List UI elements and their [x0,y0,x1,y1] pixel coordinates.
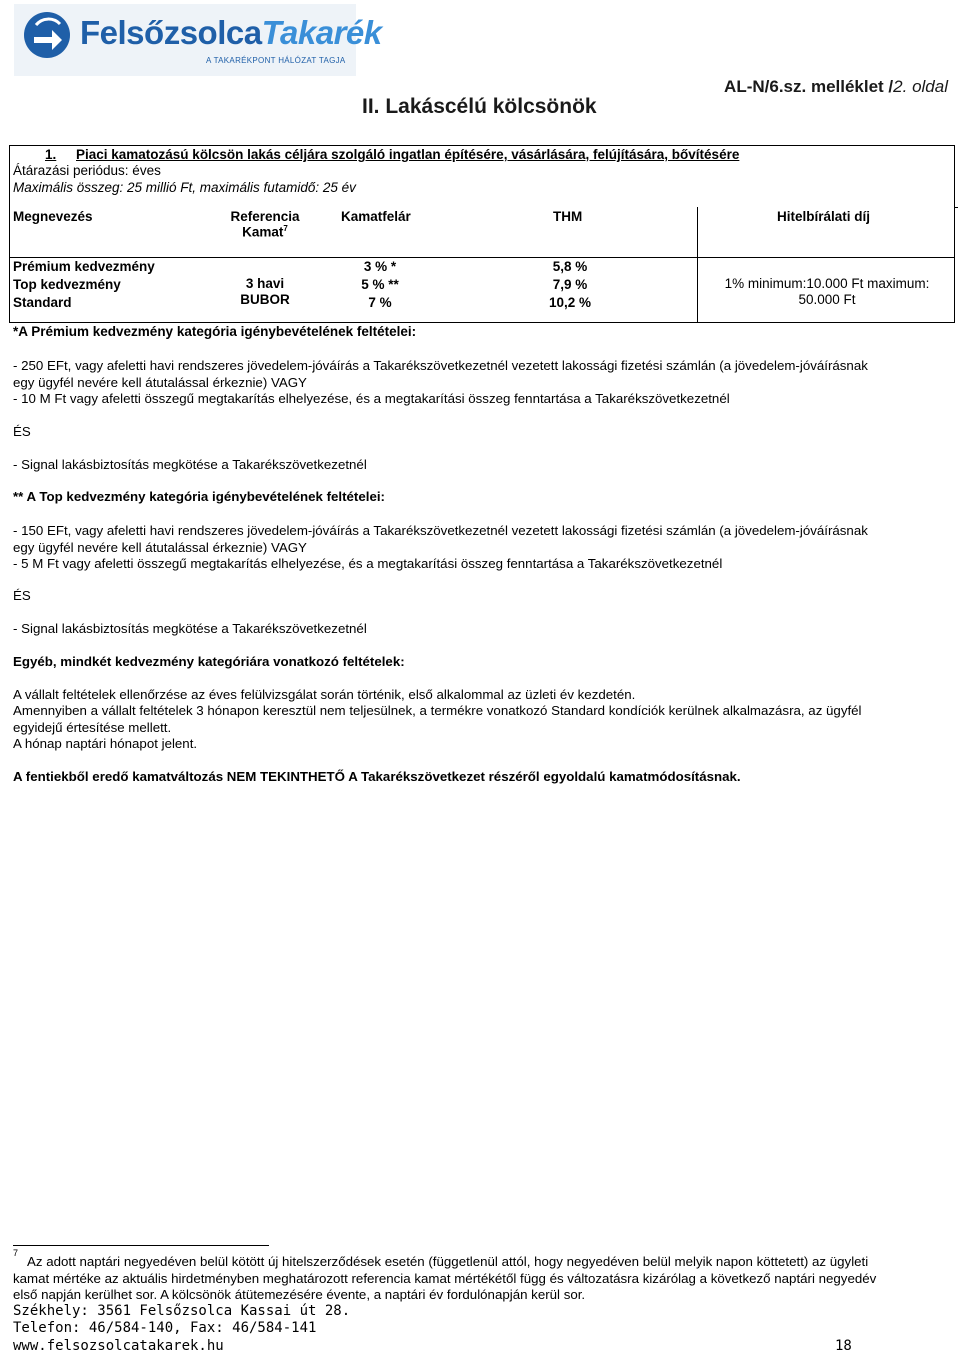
reference-rate-line2: BUBOR [240,292,290,307]
common-condition-month: A hónap naptári hónapot jelent. [13,736,198,751]
annex-ref: AL-N/6.sz. melléklet / [724,77,894,96]
header-reference-line2: Kamat$^7$ [242,224,288,240]
row-thm: 10,2 % [548,295,592,310]
product-name: Piaci kamatozású kölcsön lakás céljára szolgáló ingatlan építésére, vásárlására, felújítására, bővítésére [76,147,740,162]
common-condition-fallback: Amennyiben a vállalt feltételek 3 hónapon keresztül nem teljesülnek, a termékre vonatkozó Standard kondíciók kerülnek alkalmazásra, az ügyfél egyidejű értesítése mellett. [13,703,862,735]
reference-rate [222,276,308,308]
top-condition-income: - 150 EFt, vagy afeletti havi rendszeres jövedelem-jóváírás a Takarékszövetkezetnél vezetett lakossági fizetési számlán (a jövedelem-jóváírásnak egy ügyfél nevére kell átutalással érkeznie) VAGY [13,523,868,555]
repricing-period: Átárazási periódus: éves [13,163,161,178]
table-fee-divider [697,207,698,323]
header-margin: Kamatfelár [341,209,411,224]
assessment-fee-line1: 1% minimum:10.000 Ft maximum: [724,276,930,291]
premium-condition-income: - 250 EFt, vagy afeletti havi rendszeres jövedelem-jóváírás a Takarékszövetkezetnél vezetett lakossági fizetési számlán (a jövedelem-jóváírásnak egy ügyfél nevére kell átutalással érkeznie) VAGY [13,358,868,390]
annex-reference [724,77,948,97]
page-number: 18 [835,1338,852,1354]
row-margin: 5 % ** [361,277,399,292]
common-condition-review: A vállalt feltételek ellenőrzése az éves felülvizsgálat során történik, első alkalommal az üzleti év kezdetén. [13,687,636,702]
header-reference-line1: Referencia [230,209,300,224]
table-header-divider [9,257,955,258]
reference-rate-line1: 3 havi [245,276,285,291]
header-name: Megnevezés [13,209,93,224]
footnote-text: Az adott naptári negyedéven belül kötött új hitelszerződések esetén (függetlenül attól, hogy negyedéven belül melyik napon köttetett) az ügyleti kamat mértéke az aktuális hirdetményben meghatározott referencia kamat mértékétől függ és változatásra kizárólag a következő naptári negyedév első napján kerülhet sor. A kölcsönök átütemezésére évente, a naptári év fordulónapján kerül sor. [13,1254,877,1302]
table-edge-tick [955,207,958,208]
logo-mark-icon [22,10,72,60]
row-margin: 7 % [368,295,392,310]
row-thm: 7,9 % [552,277,588,292]
loan-limits: Maximális összeg: 25 millió Ft, maximális futamidő: 25 év [13,180,356,195]
common-conditions-heading: Egyéb, mindkét kedvezmény kategóriára vonatkozó feltételek: [13,654,405,669]
and-separator: ÉS [13,424,31,439]
row-name: Standard [13,295,72,310]
logo-name-suffix: Takarék [261,14,382,51]
logo-name: Felsőzsolca [80,14,262,51]
footer-phone: Telefon: 46/584-140, Fax: 46/584-141 [13,1320,317,1336]
header-thm: THM [553,209,583,224]
footnote-number: 7 [13,1248,19,1258]
top-conditions-heading: ** A Top kedvezmény kategória igénybevételének feltételei: [13,489,385,504]
premium-conditions-heading: *A Prémium kedvezmény kategória igénybevételének feltételei: [13,324,417,339]
top-condition-insurance: - Signal lakásbiztosítás megkötése a Takarékszövetkezetnél [13,621,367,636]
section-title: II. Lakáscélú kölcsönök [362,95,597,118]
top-condition-savings: - 5 M Ft vagy afeletti összegű megtakarítás elhelyezése, és a megtakarítási összeg fenntartása a Takarékszövetkezetnél [13,556,723,571]
header-fee: Hitelbírálati díj [777,209,871,224]
logo-wordmark [80,14,382,52]
bank-logo [14,4,382,76]
assessment-fee-line2: 50.000 Ft [798,292,856,307]
row-thm: 5,8 % [552,259,588,274]
row-margin: 3 % * [363,259,397,274]
closing-statement: A fentiekből eredő kamatváltozás NEM TEKINTHETŐ A Takarékszövetkezet részéről egyoldalú kamatmódosításnak. [13,769,741,784]
footer-website[interactable]: www.felsozsolcatakarek.hu [13,1338,224,1354]
header-reference [222,209,308,240]
row-name: Prémium kedvezmény [13,259,155,274]
footer-address: Székhely: 3561 Felsőzsolca Kassai út 28. [13,1303,351,1319]
premium-condition-insurance: - Signal lakásbiztosítás megkötése a Takarékszövetkezetnél [13,457,367,472]
premium-condition-savings: - 10 M Ft vagy afeletti összegű megtakarítás elhelyezése, és a megtakarítási összeg fenntartása a Takarékszövetkezetnél [13,391,730,406]
annex-page: 2. oldal [893,77,948,96]
assessment-fee [700,276,954,308]
footnote-rule [13,1245,269,1246]
logo-tagline: A TAKARÉKPONT HÁLÓZAT TAGJA [206,56,346,65]
and-separator: ÉS [13,588,31,603]
product-number: 1. [45,147,57,162]
row-name: Top kedvezmény [13,277,121,292]
